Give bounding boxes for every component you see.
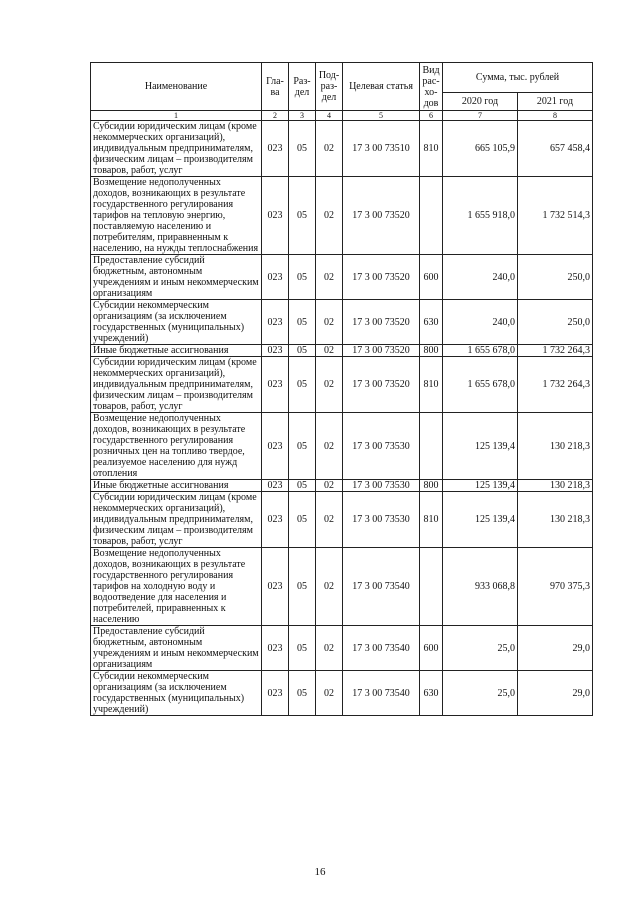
row-glava: 023 (262, 300, 289, 345)
row-podrazdel: 02 (316, 177, 343, 255)
col-num: 4 (316, 111, 343, 121)
table-row (91, 121, 593, 177)
table-row (91, 480, 593, 492)
row-glava: 023 (262, 255, 289, 300)
row-podrazdel: 02 (316, 300, 343, 345)
row-razdel: 05 (289, 177, 316, 255)
row-target-article: 17 3 00 73530 (343, 492, 420, 548)
row-glava: 023 (262, 492, 289, 548)
row-razdel: 05 (289, 345, 316, 357)
budget-table (90, 62, 593, 716)
row-podrazdel: 02 (316, 357, 343, 413)
col-num: 6 (420, 111, 443, 121)
header-podrazdel: Под-раз-дел (316, 63, 343, 111)
row-razdel: 05 (289, 300, 316, 345)
row-sum-2021: 250,0 (518, 255, 593, 300)
row-name: Предоставление субсидий бюджетным, автономным учреждениям и иным некоммерческим организациям (91, 255, 262, 300)
row-razdel: 05 (289, 548, 316, 626)
row-name: Субсидии юридическим лицам (кроме некоммерческих организаций), индивидуальным предпринимателям, физическим лицам – производителям товаров, работ, услуг (91, 121, 262, 177)
row-name: Субсидии некоммерческим организациям (за исключением государственных (муниципальных) учреждений) (91, 671, 262, 716)
header-target-article: Целевая статья (343, 63, 420, 111)
row-razdel: 05 (289, 671, 316, 716)
col-num: 8 (518, 111, 593, 121)
row-name: Иные бюджетные ассигнования (91, 480, 262, 492)
row-target-article: 17 3 00 73530 (343, 480, 420, 492)
col-num: 2 (262, 111, 289, 121)
row-glava: 023 (262, 626, 289, 671)
row-podrazdel: 02 (316, 121, 343, 177)
row-glava: 023 (262, 671, 289, 716)
row-podrazdel: 02 (316, 480, 343, 492)
row-podrazdel: 02 (316, 413, 343, 480)
row-sum-2020: 125 139,4 (443, 492, 518, 548)
header-sum: Сумма, тыс. рублей (443, 63, 593, 93)
row-glava: 023 (262, 413, 289, 480)
row-glava: 023 (262, 345, 289, 357)
row-sum-2020: 933 068,8 (443, 548, 518, 626)
row-expense-type: 600 (420, 255, 443, 300)
table-row (91, 357, 593, 413)
row-target-article: 17 3 00 73540 (343, 626, 420, 671)
row-expense-type (420, 177, 443, 255)
table-row (91, 413, 593, 480)
table-row (91, 548, 593, 626)
row-name: Субсидии юридическим лицам (кроме некоммерческих организаций), индивидуальным предпринимателям, физическим лицам – производителям товаров, работ, услуг (91, 357, 262, 413)
row-sum-2021: 970 375,3 (518, 548, 593, 626)
row-sum-2021: 130 218,3 (518, 492, 593, 548)
row-name: Предоставление субсидий бюджетным, автономным учреждениям и иным некоммерческим организациям (91, 626, 262, 671)
row-name: Субсидии некоммерческим организациям (за исключением государственных (муниципальных) учреждений) (91, 300, 262, 345)
row-glava: 023 (262, 548, 289, 626)
col-num: 3 (289, 111, 316, 121)
row-razdel: 05 (289, 255, 316, 300)
row-target-article: 17 3 00 73520 (343, 255, 420, 300)
row-sum-2020: 125 139,4 (443, 413, 518, 480)
row-sum-2021: 130 218,3 (518, 413, 593, 480)
row-sum-2021: 29,0 (518, 671, 593, 716)
table-row (91, 626, 593, 671)
row-sum-2021: 130 218,3 (518, 480, 593, 492)
header-year-2021: 2021 год (518, 93, 593, 111)
header-glava: Гла-ва (262, 63, 289, 111)
row-sum-2020: 240,0 (443, 300, 518, 345)
row-sum-2021: 1 732 264,3 (518, 357, 593, 413)
row-podrazdel: 02 (316, 626, 343, 671)
page-number: 16 (314, 866, 326, 878)
row-expense-type: 630 (420, 671, 443, 716)
column-number-row (91, 111, 593, 121)
row-glava: 023 (262, 480, 289, 492)
table-row (91, 255, 593, 300)
table-row (91, 300, 593, 345)
table-row (91, 177, 593, 255)
row-expense-type: 810 (420, 121, 443, 177)
row-expense-type: 810 (420, 357, 443, 413)
row-sum-2020: 125 139,4 (443, 480, 518, 492)
row-razdel: 05 (289, 480, 316, 492)
table-row (91, 492, 593, 548)
table-row (91, 345, 593, 357)
row-sum-2020: 665 105,9 (443, 121, 518, 177)
row-sum-2020: 25,0 (443, 626, 518, 671)
row-target-article: 17 3 00 73520 (343, 177, 420, 255)
row-target-article: 17 3 00 73510 (343, 121, 420, 177)
row-sum-2020: 1 655 918,0 (443, 177, 518, 255)
header-razdel: Раз-дел (289, 63, 316, 111)
row-expense-type: 810 (420, 492, 443, 548)
row-podrazdel: 02 (316, 345, 343, 357)
row-expense-type: 600 (420, 626, 443, 671)
row-name: Возмещение недополученных доходов, возникающих в результате государственного регулирования тарифов на тепловую энергию, поставляемую населению и потребителям, приравненным к населению, на нужды теплоснабжения (91, 177, 262, 255)
col-num: 5 (343, 111, 420, 121)
row-expense-type: 630 (420, 300, 443, 345)
row-razdel: 05 (289, 413, 316, 480)
header-year-2020: 2020 год (443, 93, 518, 111)
row-target-article: 17 3 00 73540 (343, 671, 420, 716)
row-expense-type: 800 (420, 345, 443, 357)
row-sum-2020: 240,0 (443, 255, 518, 300)
row-razdel: 05 (289, 121, 316, 177)
row-name: Возмещение недополученных доходов, возникающих в результате государственного регулирования розничных цен на топливо твердое, реализуемое населению для нужд отопления (91, 413, 262, 480)
row-sum-2020: 1 655 678,0 (443, 357, 518, 413)
col-num: 7 (443, 111, 518, 121)
row-target-article: 17 3 00 73520 (343, 357, 420, 413)
row-expense-type (420, 413, 443, 480)
row-sum-2020: 1 655 678,0 (443, 345, 518, 357)
row-podrazdel: 02 (316, 255, 343, 300)
row-razdel: 05 (289, 626, 316, 671)
row-expense-type (420, 548, 443, 626)
header-name: Наименование (91, 63, 262, 111)
row-sum-2021: 29,0 (518, 626, 593, 671)
row-target-article: 17 3 00 73520 (343, 300, 420, 345)
row-name: Иные бюджетные ассигнования (91, 345, 262, 357)
row-name: Субсидии юридическим лицам (кроме некоммерческих организаций), индивидуальным предпринимателям, физическим лицам – производителям товаров, работ, услуг (91, 492, 262, 548)
row-target-article: 17 3 00 73540 (343, 548, 420, 626)
row-glava: 023 (262, 357, 289, 413)
row-name: Возмещение недополученных доходов, возникающих в результате государственного регулирования тарифов на холодную воду и водоотведение для населения и потребителей, приравненных к населению (91, 548, 262, 626)
row-glava: 023 (262, 121, 289, 177)
row-podrazdel: 02 (316, 548, 343, 626)
row-sum-2021: 250,0 (518, 300, 593, 345)
row-sum-2020: 25,0 (443, 671, 518, 716)
row-razdel: 05 (289, 492, 316, 548)
row-sum-2021: 1 732 264,3 (518, 345, 593, 357)
row-sum-2021: 657 458,4 (518, 121, 593, 177)
row-target-article: 17 3 00 73520 (343, 345, 420, 357)
table-row (91, 671, 593, 716)
row-podrazdel: 02 (316, 492, 343, 548)
row-sum-2021: 1 732 514,3 (518, 177, 593, 255)
row-glava: 023 (262, 177, 289, 255)
row-expense-type: 800 (420, 480, 443, 492)
col-num: 1 (91, 111, 262, 121)
row-podrazdel: 02 (316, 671, 343, 716)
row-razdel: 05 (289, 357, 316, 413)
row-target-article: 17 3 00 73530 (343, 413, 420, 480)
header-expense-type: Вид рас-хо-дов (420, 63, 443, 111)
